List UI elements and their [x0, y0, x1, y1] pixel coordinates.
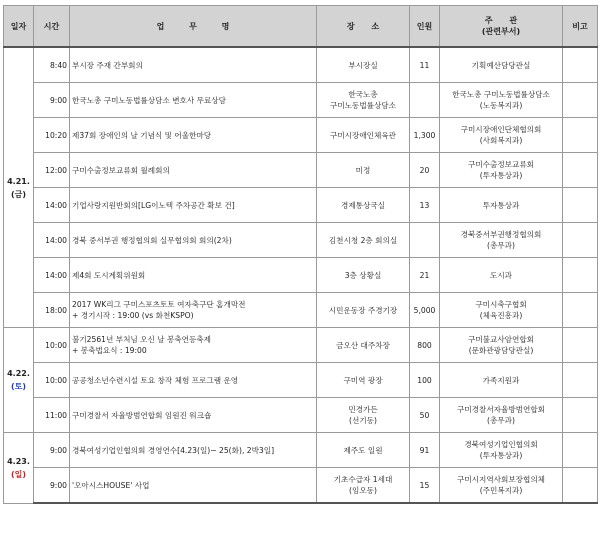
org-cell	[440, 293, 563, 328]
org-cell-line: 투자통상과	[482, 200, 520, 210]
org-cell	[440, 328, 563, 363]
org-cell-line: 구미불교사암연합회	[467, 335, 535, 344]
date-cell	[4, 328, 34, 433]
org-cell	[440, 433, 563, 468]
place-cell	[317, 47, 410, 83]
place-cell-line: 민경가든	[348, 405, 378, 414]
header-place: 장 소	[317, 6, 410, 48]
table-row	[4, 83, 598, 118]
place-cell-line: 기초수급자 1세대	[333, 475, 393, 484]
task-cell-line: 제37회 장애인의 날 기념식 및 어울한마당	[72, 130, 212, 140]
date-cell	[4, 47, 34, 328]
table-row	[4, 47, 598, 83]
org-cell	[440, 118, 563, 153]
task-cell-line: 기업사랑지원반회의[LG이노텍 주차공간 확보 건]	[72, 200, 235, 210]
header-date: 일자	[4, 6, 34, 48]
header-task: 업 무 명	[70, 6, 317, 48]
place-cell-line: 금오산 대주차장	[336, 340, 390, 350]
org-cell-line: 한국노총 구미노동법률상담소	[452, 90, 550, 99]
task-cell	[70, 153, 317, 188]
org-cell-line: 구미시지역사회보장협의체	[456, 475, 546, 484]
org-cell-line: (사회복지과)	[479, 136, 523, 145]
note-cell	[563, 153, 598, 188]
table-row	[4, 293, 598, 328]
task-cell-line: + 경기시작 : 19:00 (vs 화천KSPO)	[72, 311, 194, 320]
task-cell	[70, 258, 317, 293]
place-cell	[317, 328, 410, 363]
time-cell: 18:00	[34, 293, 70, 328]
org-cell-line: (총무과)	[487, 416, 515, 425]
task-cell	[70, 293, 317, 328]
org-cell	[440, 153, 563, 188]
schedule-table	[3, 5, 598, 504]
count-cell: 13	[410, 188, 440, 223]
place-cell-line: 구미역 광장	[343, 375, 383, 385]
time-cell: 9:00	[34, 433, 70, 468]
task-cell-line: 경북 중서부권 행정협의회 실무협의회 회의(2차)	[72, 235, 232, 245]
org-cell	[440, 83, 563, 118]
place-cell-line: 경제통상국실	[340, 200, 385, 210]
place-cell	[317, 118, 410, 153]
time-cell: 9:00	[34, 83, 70, 118]
org-cell-line: 구미수출정보교류회	[467, 160, 535, 169]
time-cell: 14:00	[34, 188, 70, 223]
note-cell	[563, 258, 598, 293]
task-cell-line: 공공청소년수련시설 토요 창작 체험 프로그램 운영	[72, 375, 239, 385]
task-cell-line: 제4회 도시계획위원회	[72, 270, 146, 280]
org-cell	[440, 47, 563, 83]
place-cell-line: 김천시청 2층 회의실	[328, 235, 398, 245]
note-cell	[563, 328, 598, 363]
place-cell	[317, 83, 410, 118]
org-cell	[440, 398, 563, 433]
org-cell-line: 구미시장애인단체협의회	[460, 125, 542, 134]
place-cell-line: 미정	[355, 165, 371, 175]
count-cell: 800	[410, 328, 440, 363]
place-cell-line: 부시장실	[348, 60, 378, 70]
table-row	[4, 328, 598, 363]
place-cell	[317, 223, 410, 258]
date-label: 4.22.	[7, 369, 30, 378]
note-cell	[563, 47, 598, 83]
place-cell-line: 시민운동장 주경기장	[328, 305, 398, 315]
weekday-label: (일)	[10, 469, 27, 479]
header-org	[440, 6, 563, 48]
table-row	[4, 223, 598, 258]
task-cell-line: + 봉축법요식 : 19:00	[72, 346, 147, 355]
time-cell: 10:00	[34, 328, 70, 363]
org-cell	[440, 258, 563, 293]
note-cell	[563, 293, 598, 328]
place-cell-line: 구미시장애인체육관	[329, 130, 397, 140]
header-row	[4, 6, 598, 48]
note-cell	[563, 223, 598, 258]
task-cell-line: 구미경찰서 자율방범연합회 임원진 워크숍	[72, 410, 212, 420]
count-cell: 1,300	[410, 118, 440, 153]
count-cell: 15	[410, 468, 440, 504]
task-cell	[70, 118, 317, 153]
header-note: 비고	[563, 6, 598, 48]
place-cell-line: (임오동)	[349, 486, 377, 495]
date-label: 4.23.	[7, 456, 30, 466]
task-cell	[70, 398, 317, 433]
task-cell	[70, 433, 317, 468]
org-cell-line: (투자통상과)	[479, 451, 523, 460]
task-cell	[70, 83, 317, 118]
time-cell: 8:40	[34, 47, 70, 83]
table-row	[4, 468, 598, 504]
count-cell: 20	[410, 153, 440, 188]
count-cell: 91	[410, 433, 440, 468]
table-row	[4, 153, 598, 188]
weekday-label: (금)	[10, 189, 27, 199]
org-cell-line: 도시과	[489, 270, 512, 280]
org-cell-line: 구미경찰서자율방범연합회	[456, 405, 546, 414]
org-cell-line: (총무과)	[487, 241, 515, 250]
count-cell	[410, 223, 440, 258]
org-cell	[440, 188, 563, 223]
date-cell	[4, 433, 34, 504]
org-cell	[440, 223, 563, 258]
header-count: 인원	[410, 6, 440, 48]
table-row	[4, 398, 598, 433]
time-cell: 10:00	[34, 363, 70, 398]
task-cell	[70, 47, 317, 83]
task-cell-line: 경북여성기업인협의회 경영연수[4.23(일)~ 25(화), 2박3일]	[72, 445, 275, 455]
place-cell	[317, 433, 410, 468]
count-cell: 21	[410, 258, 440, 293]
note-cell	[563, 83, 598, 118]
note-cell	[563, 188, 598, 223]
task-cell-line: '오아시스HOUSE' 사업	[72, 480, 150, 490]
place-cell-line: (선기동)	[349, 416, 377, 425]
table-row	[4, 363, 598, 398]
place-cell	[317, 293, 410, 328]
time-cell: 14:00	[34, 258, 70, 293]
org-cell-line: 경북여성기업인협의회	[464, 440, 538, 449]
org-cell	[440, 468, 563, 504]
time-cell: 9:00	[34, 468, 70, 504]
task-cell	[70, 188, 317, 223]
org-cell-line: 구미시축구협회	[475, 300, 527, 309]
time-cell: 12:00	[34, 153, 70, 188]
org-cell-line: 경북중서부권행정협의회	[460, 230, 542, 239]
place-cell-line: 제주도 일원	[343, 445, 383, 455]
org-cell-line: (주민복지과)	[479, 486, 523, 495]
place-cell	[317, 363, 410, 398]
time-cell: 11:00	[34, 398, 70, 433]
place-cell-line: 구미노동법률상담소	[329, 101, 397, 110]
header-org-subtitle: (관련부서)	[481, 27, 521, 36]
task-cell	[70, 363, 317, 398]
weekday-label: (토)	[10, 382, 27, 391]
task-cell	[70, 223, 317, 258]
task-cell-line: 구미수출정보교류회 월례회의	[72, 165, 170, 175]
org-cell-line: 기획예산담당관실	[471, 60, 531, 70]
org-cell-line: (투자통상과)	[479, 171, 523, 180]
count-cell: 100	[410, 363, 440, 398]
org-cell-line: 가족지원과	[482, 375, 520, 385]
place-cell-line: 3층 상황실	[344, 270, 382, 280]
org-cell-line: (체육진흥과)	[479, 311, 523, 320]
note-cell	[563, 118, 598, 153]
schedule-body	[4, 47, 598, 503]
table-row	[4, 118, 598, 153]
task-cell-line: 한국노총 구미노동법률상담소 변호사 무료상담	[72, 95, 226, 105]
task-cell	[70, 468, 317, 504]
header-org-title: 주 관	[484, 16, 518, 25]
org-cell	[440, 363, 563, 398]
header-time: 시간	[34, 6, 70, 48]
task-cell-line: 불기2561년 부처님 오신 날 봉축연등축제	[72, 335, 212, 344]
place-cell	[317, 258, 410, 293]
schedule-table-wrapper	[3, 5, 598, 504]
task-cell-line: 2017 WK리그 구미스포츠토토 여자축구단 홈개막전	[72, 300, 246, 309]
time-cell: 10:20	[34, 118, 70, 153]
task-cell-line: 부시장 주재 간부회의	[72, 60, 143, 70]
count-cell	[410, 83, 440, 118]
place-cell	[317, 398, 410, 433]
place-cell	[317, 468, 410, 504]
note-cell	[563, 433, 598, 468]
task-cell	[70, 328, 317, 363]
org-cell-line: (문화관광담당관실)	[468, 346, 534, 355]
time-cell: 14:00	[34, 223, 70, 258]
table-row	[4, 433, 598, 468]
date-label: 4.21.	[7, 176, 30, 186]
note-cell	[563, 398, 598, 433]
place-cell	[317, 153, 410, 188]
count-cell: 50	[410, 398, 440, 433]
place-cell-line: 한국노총	[348, 90, 378, 99]
count-cell: 11	[410, 47, 440, 83]
table-row	[4, 188, 598, 223]
note-cell	[563, 363, 598, 398]
count-cell: 5,000	[410, 293, 440, 328]
org-cell-line: (노동복지과)	[479, 101, 523, 110]
place-cell	[317, 188, 410, 223]
table-row	[4, 258, 598, 293]
note-cell	[563, 468, 598, 504]
